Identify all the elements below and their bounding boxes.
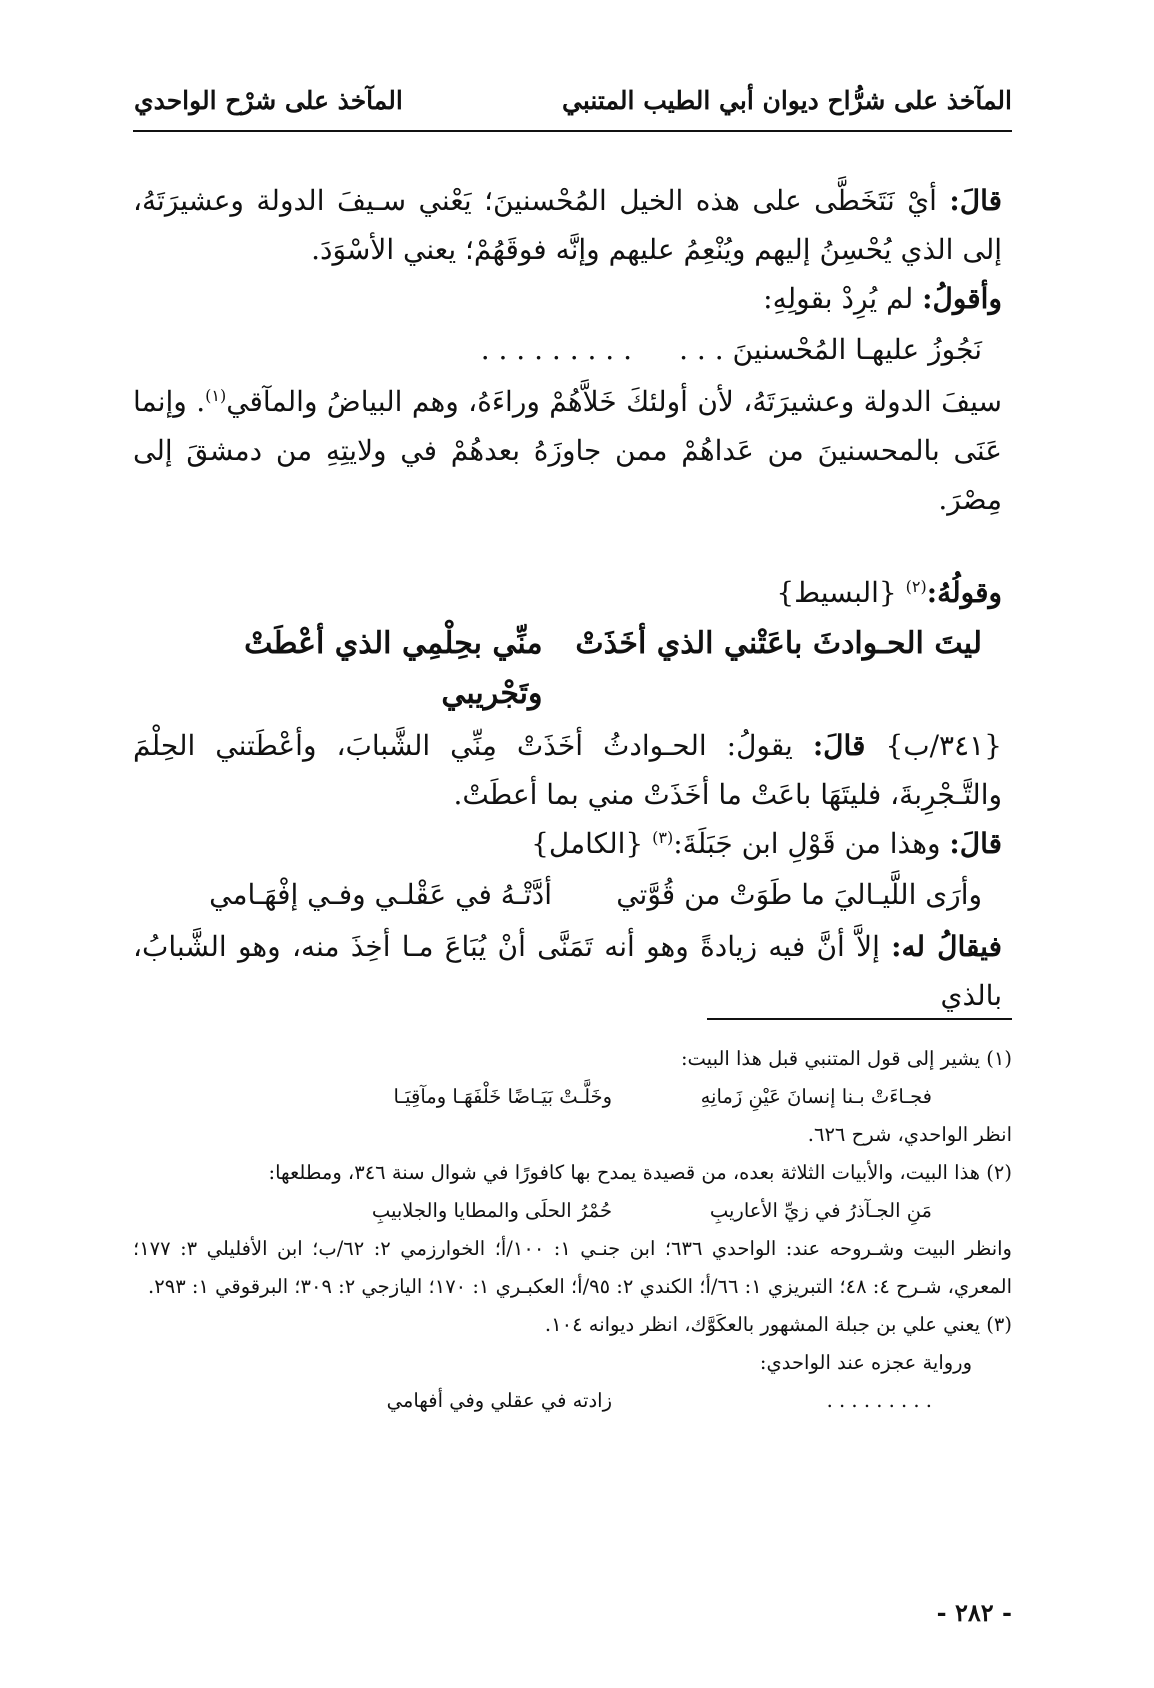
paragraph-text: وهذا من قَوْلِ ابن جَبَلَةَ: — [673, 827, 941, 860]
footnote-3-line2: ورواية عجزه عند الواحدي: — [759, 1351, 972, 1374]
paragraph-text: لم يُرِدْ بقولِهِ: — [763, 282, 914, 315]
verse-main — [133, 619, 1012, 719]
keyword-aqulu: وأقولُ: — [922, 282, 1002, 315]
running-header-book-title: المآخذ على شرُّاح ديوان أبي الطيب المتنبي — [562, 86, 1012, 115]
section-gap — [133, 524, 1012, 568]
footnote-marker-1: (١) — [205, 386, 227, 405]
footnote-1-verse — [133, 1078, 1012, 1116]
verse-second-hemistich: . . . . . . . . . — [480, 333, 632, 366]
paragraph-qawluhu — [133, 568, 1012, 617]
footnotes — [133, 1040, 1012, 1420]
verse-second-hemistich: زادته في عقلي وفي أفهامي — [386, 1389, 612, 1412]
verse-first-hemistich: . . . . . . . . . — [826, 1389, 932, 1412]
verse-first-hemistich: فجـاءَتْ بـنا إنسانَ عَيْنِ زَمانِهِ — [700, 1085, 932, 1108]
keyword-qala: قالَ: — [949, 827, 1002, 860]
keyword-qawluhu: وقولُهُ: — [926, 576, 1002, 609]
footnote-marker-3: (٣) — [652, 828, 674, 847]
paragraph-text: سيفَ الدولة وعشيرَتَهُ، لأن أولئكَ خَلاَّهُمْ وراءَهُ، وهم البياضُ والمآقي — [226, 385, 1002, 418]
paragraph-text: يقولُ: الحـوادثُ أخَذَتْ مِنِّي الشَّبابَ، وأعْطَتني الحِلْمَ والتَّـجْرِبةَ، فليتَهَا باعَتْ ما أخَذَتْ مني بما أعطَتْ. — [133, 729, 1002, 811]
keyword-fa-yuqalu: فيقالُ له: — [891, 930, 1003, 963]
paragraph-qala-1 — [133, 176, 1012, 274]
verse-second-hemistich: منِّي بحِلْمِي الذي أعْطَتْ وتَجْريبي — [244, 626, 543, 711]
verse-first-hemistich: وأرَى اللَّيـاليَ ما طَوَتْ من قُوَّتي — [616, 878, 982, 911]
verse-first-hemistich: نَجُوزُ عليهـا المُحْسنينَ . . . — [679, 333, 982, 366]
meter-name: {البسيط} — [776, 576, 897, 609]
verse-second-hemistich: وخَلَّـتْ بَيَـاضًا خَلْفَهَـا ومآقِيَـا — [393, 1085, 612, 1108]
footnote-marker-2: (٢) — [905, 577, 927, 596]
paragraph-text-cont: . وإنما عَنَى بالمحسنينَ من عَداهُمْ ممن جاوزَهُ بعدهُمْ في ولايتِهِ من دمشقَ إلى مِصْرَ. — [133, 385, 1002, 516]
paragraph-qala-3 — [133, 819, 1012, 868]
footnote-1: (١) يشير إلى قول المتنبي قبل هذا البيت: — [680, 1047, 1012, 1070]
footnote-3-verse — [133, 1382, 1012, 1420]
page-number: - ٢٨٢ - — [936, 1598, 1012, 1627]
verse-first-hemistich: ليتَ الحـوادثَ باعَتْني الذي أخَذَتْ — [575, 626, 982, 661]
header-rule — [133, 130, 1012, 132]
meter-name: {الكامل} — [531, 827, 644, 860]
paragraph-text: أيْ نَتَخَطَّى على هذه الخيل المُحْسنينَ؛ يَعْني سـيفَ الدولة وعشيرَتَهُ، إلى الذي يُحْسِنُ إليهم ويُنْعِمُ عليهم وإنَّه فوقَهُمْ؛ يعني الأسْوَدَ. — [133, 184, 1002, 266]
running-header-chapter-title: المآخذ على شرْح الواحدي — [134, 86, 403, 115]
verse-second-hemistich: حُمْرُ الحلَى والمطايا والجلابيبِ — [371, 1199, 612, 1222]
verse-quote-ibn-jabala — [133, 870, 1012, 920]
footnote-2-ref: وانظر البيت وشـروحه عند: الواحدي ٦٣٦؛ ابن جنـي ١: ١٠٠/أ؛ الخوارزمي ٢: ٦٢/ب؛ ابن الأفليلي ٣: ١٧٧؛ المعري، شـرح ٤: ٤٨؛ التبريزي ١: ٦٦/أ؛ الكندي ٢: ٩٥/أ؛ العكبـري ١: ١٧٠؛ اليازجي ٢: ٣٠٩؛ البرقوقي ١: ٢٩٣. — [133, 1237, 1012, 1298]
verse-second-hemistich: أدَّتْـهُ في عَقْلـي وفـي إفْهَـامي — [209, 878, 552, 911]
footnote-2: (٢) هذا البيت، والأبيات الثلاثة بعده، من قصيدة يمدح بها كافورًا في شوال سنة ٣٤٦، ومطلعها: — [268, 1161, 1012, 1184]
main-text — [133, 176, 1012, 1020]
paragraph-explanation — [133, 377, 1012, 524]
footnote-2-verse — [133, 1192, 1012, 1230]
paragraph-aqulu — [133, 274, 1012, 323]
manuscript-ref: {٣٤١/ب} — [885, 729, 1002, 762]
paragraph-qala-2 — [133, 721, 1012, 819]
paragraph-fa-yuqalu — [133, 922, 1012, 1020]
footnote-rule — [707, 1018, 1012, 1020]
footnote-3: (٣) يعني علي بن جبلة المشهور بالعكَوَّك، انظر ديوانه ١٠٤. — [544, 1313, 1012, 1336]
keyword-qala: قالَ: — [949, 184, 1003, 217]
paragraph-text: إلاَّ أنَّ فيه زيادةً وهو أنه تَمَنَّى أنْ يُبَاعَ مـا أخِذَ منه، وهو الشَّبابُ، بالذي — [133, 930, 1002, 1012]
keyword-qala: قالَ: — [812, 729, 866, 762]
footnote-1-ref: انظر الواحدي، شرح ٦٢٦. — [807, 1123, 1012, 1146]
verse-first-hemistich: مَنِ الجـآذرُ في زيِّ الأعاريبِ — [709, 1199, 932, 1222]
verse-quote-1 — [133, 325, 1012, 375]
